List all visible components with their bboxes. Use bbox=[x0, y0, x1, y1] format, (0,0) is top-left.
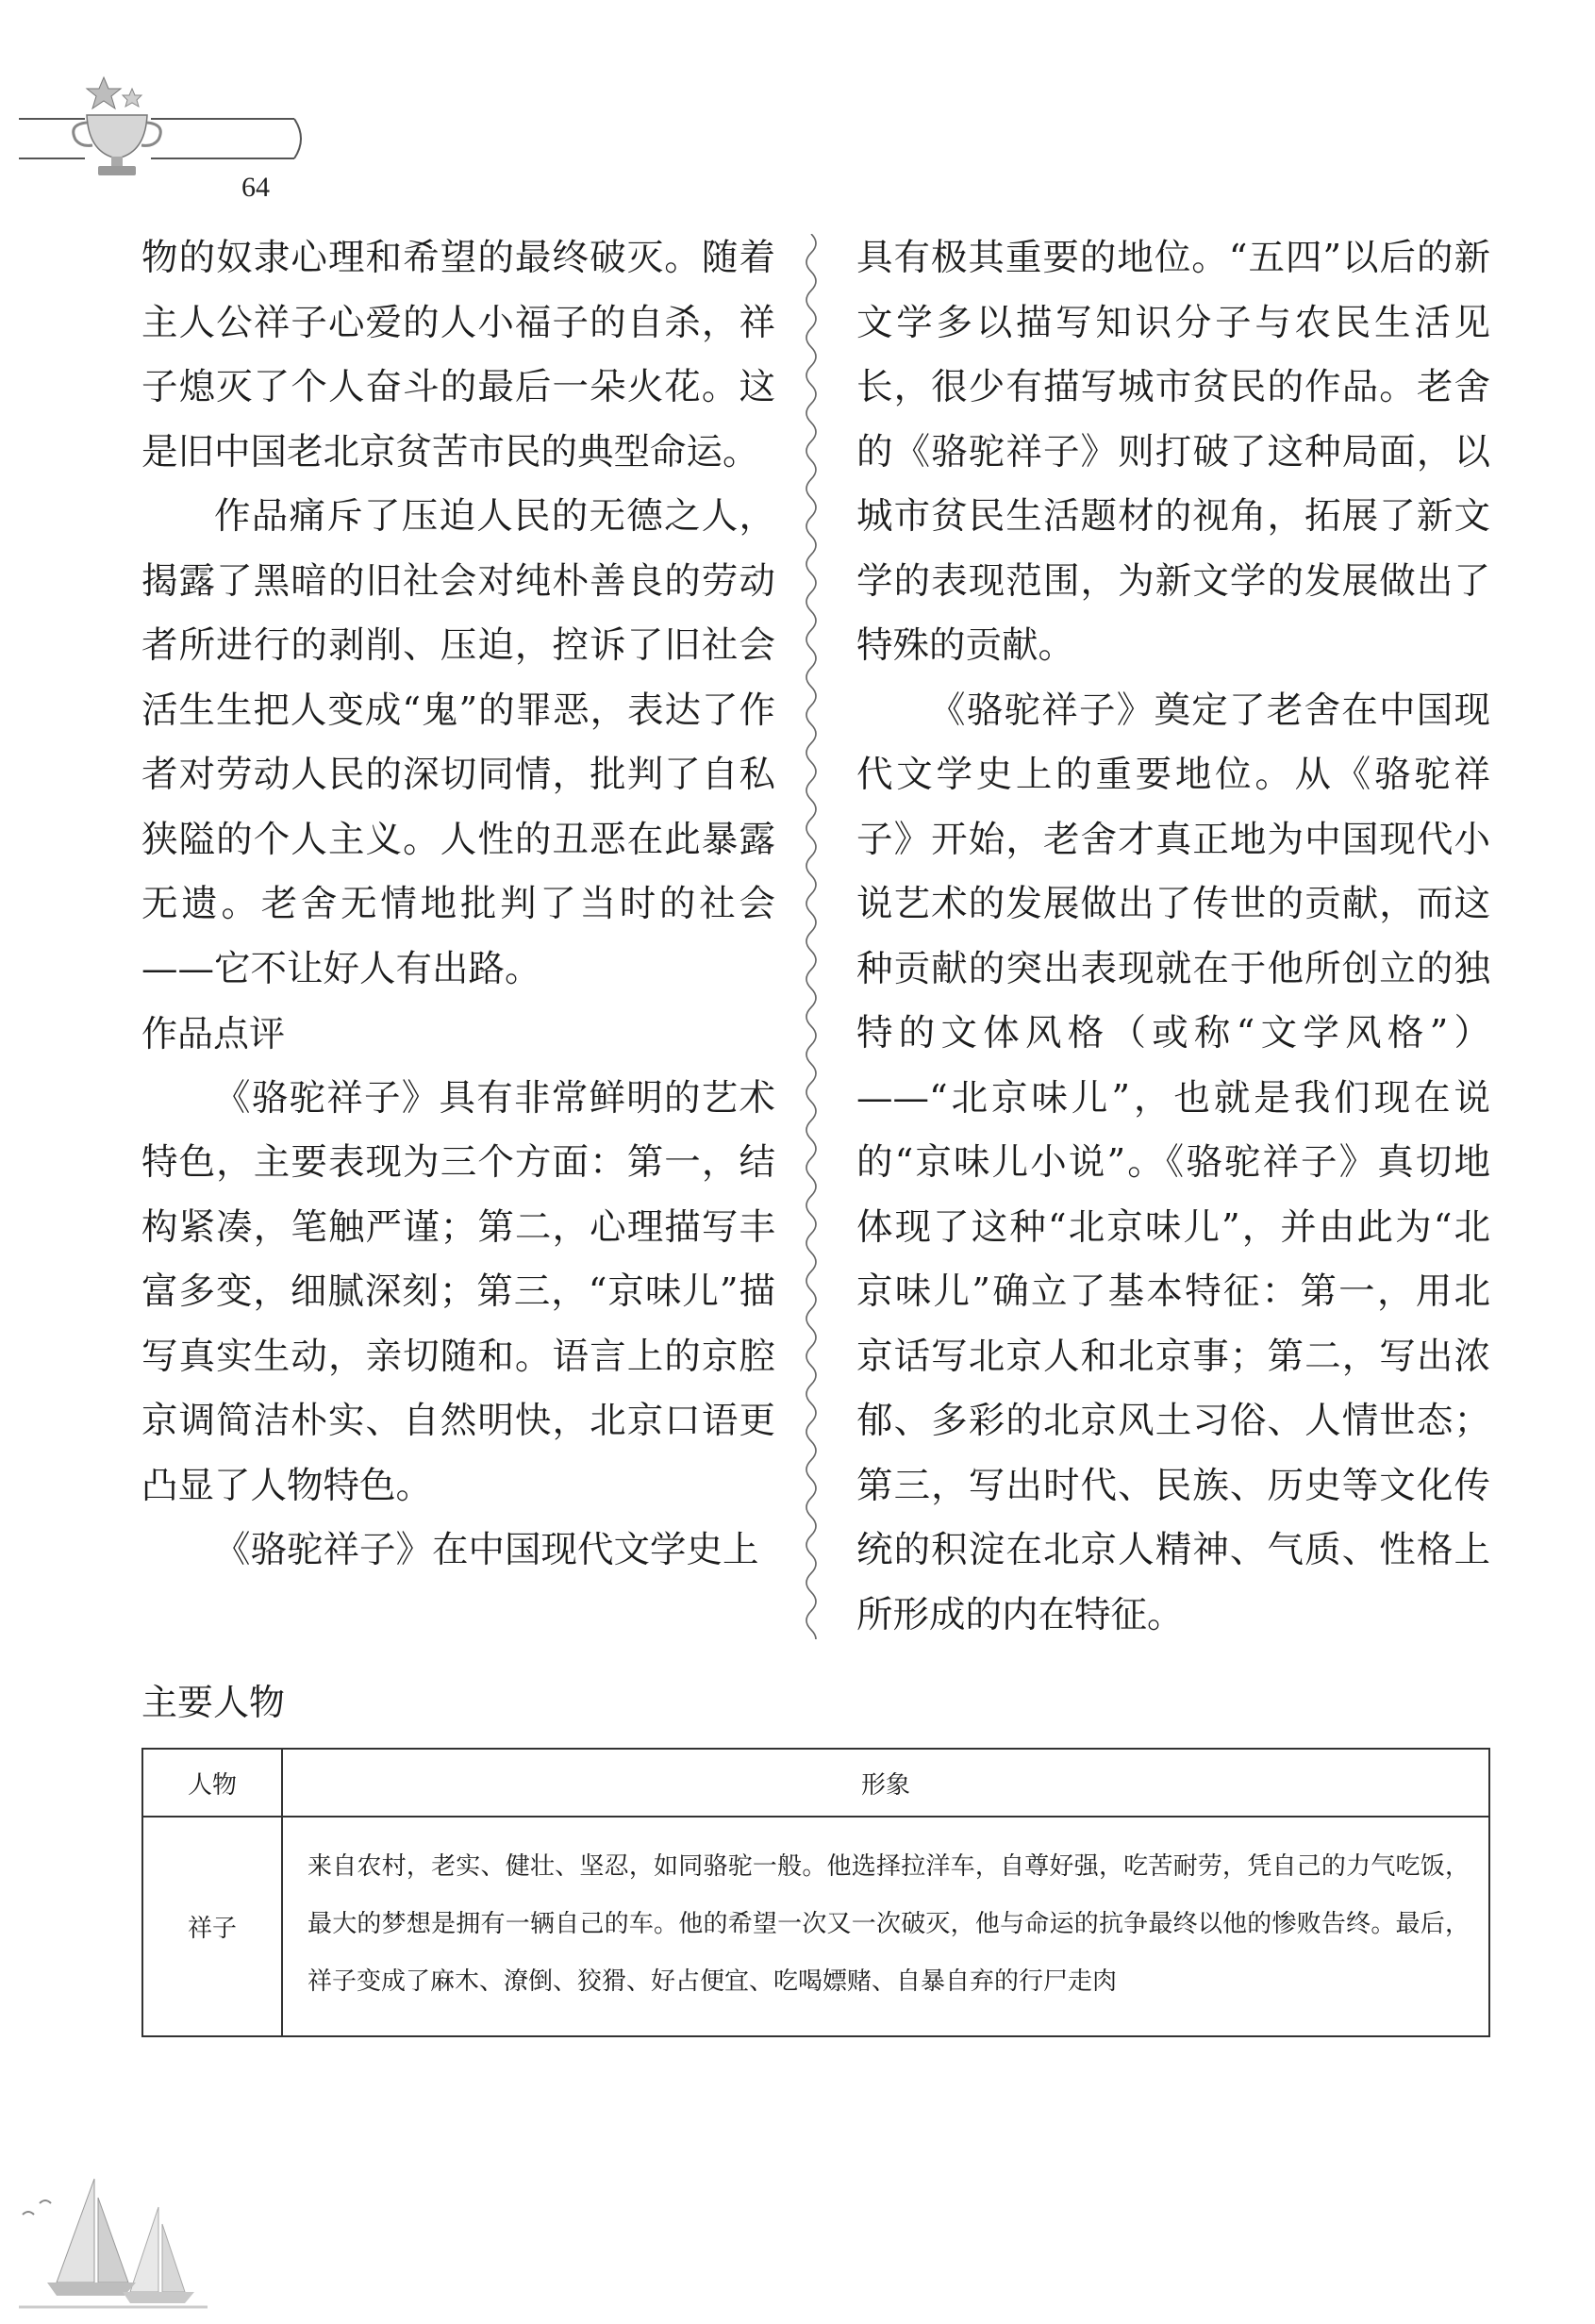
paragraph: 《骆驼祥子》具有非常鲜明的艺术特色，主要表现为三个方面：第一，结构紧凑，笔触严谨；第二，心理描写丰富多变，细腻深刻；第三，“京味儿”描写真实生动，亲切随和。语言上的京腔京调简洁朴实、自然明快，北京口语更凸显了人物特色。 bbox=[141, 1076, 775, 1507]
character-name: 祥子 bbox=[142, 1817, 282, 2036]
table-header-row bbox=[142, 1749, 1489, 1817]
trophy-icon bbox=[0, 57, 321, 179]
right-column bbox=[856, 226, 1490, 1648]
section-subheading: 作品点评 bbox=[141, 1013, 286, 1054]
table-header-cell: 人物 bbox=[142, 1749, 282, 1817]
table-header-cell: 形象 bbox=[282, 1749, 1489, 1817]
paragraph: 物的奴隶心理和希望的最终破灭。随着主人公祥子心爱的人小福子的自杀，祥子熄灭了个人奋斗的最后一朵火花。这是旧中国老北京贫苦市民的典型命运。 bbox=[141, 237, 775, 473]
characters-table bbox=[141, 1748, 1490, 2037]
left-column bbox=[141, 226, 775, 1584]
character-description: 来自农村，老实、健壮、坚忍，如同骆驼一般。他选择拉洋车，自尊好强，吃苦耐劳，凭自己的力气吃饭，最大的梦想是拥有一辆自己的车。他的希望一次又一次破灭，他与命运的抗争最终以他的惨败告终。最后，祥子变成了麻木、潦倒、狡猾、好占便宜、吃喝嫖赌、自暴自弃的行尸走肉 bbox=[282, 1817, 1489, 2036]
paragraph: 具有极其重要的地位。“五四”以后的新文学多以描写知识分子与农民生活见长，很少有描写城市贫民的作品。老舍的《骆驼祥子》则打破了这种局面，以城市贫民生活题材的视角，拓展了新文学的表现范围，为新文学的发展做出了特殊的贡献。 bbox=[856, 237, 1490, 667]
section-title: 主要人物 bbox=[141, 1682, 286, 1723]
sailboat-icon bbox=[19, 2141, 208, 2311]
paragraph: 《骆驼祥子》在中国现代文学史上 bbox=[214, 1529, 759, 1571]
page-header bbox=[0, 57, 321, 203]
paragraph: 《骆驼祥子》奠定了老舍在中国现代文学史上的重要地位。从《骆驼祥子》开始，老舍才真正地为中国现代小说艺术的发展做出了传世的贡献，而这种贡献的突出表现就在于他所创立的独特的文体风格（或称“文学风格”）——“北京味儿”，也就是我们现在说的“京味儿小说”。《骆驼祥子》真切地体现了这种“北京味儿”，并由此为“北京味儿”确立了基本特征：第一，用北京话写北京人和北京事；第二，写出浓郁、多彩的北京风土习俗、人情世态；第三，写出时代、民族、历史等文化传统的积淀在北京人精神、气质、性格上所形成的内在特征。 bbox=[856, 689, 1490, 1636]
column-divider bbox=[800, 234, 822, 1639]
page-number: 64 bbox=[241, 172, 270, 203]
table-row bbox=[142, 1817, 1489, 2036]
paragraph: 作品痛斥了压迫人民的无德之人，揭露了黑暗的旧社会对纯朴善良的劳动者所进行的剥削、压迫，控诉了旧社会活生生把人变成“鬼”的罪恶，表达了作者对劳动人民的深切同情，批判了自私狭隘的个人主义。人性的丑恶在此暴露无遗。老舍无情地批判了当时的社会——它不让好人有出路。 bbox=[141, 495, 775, 990]
